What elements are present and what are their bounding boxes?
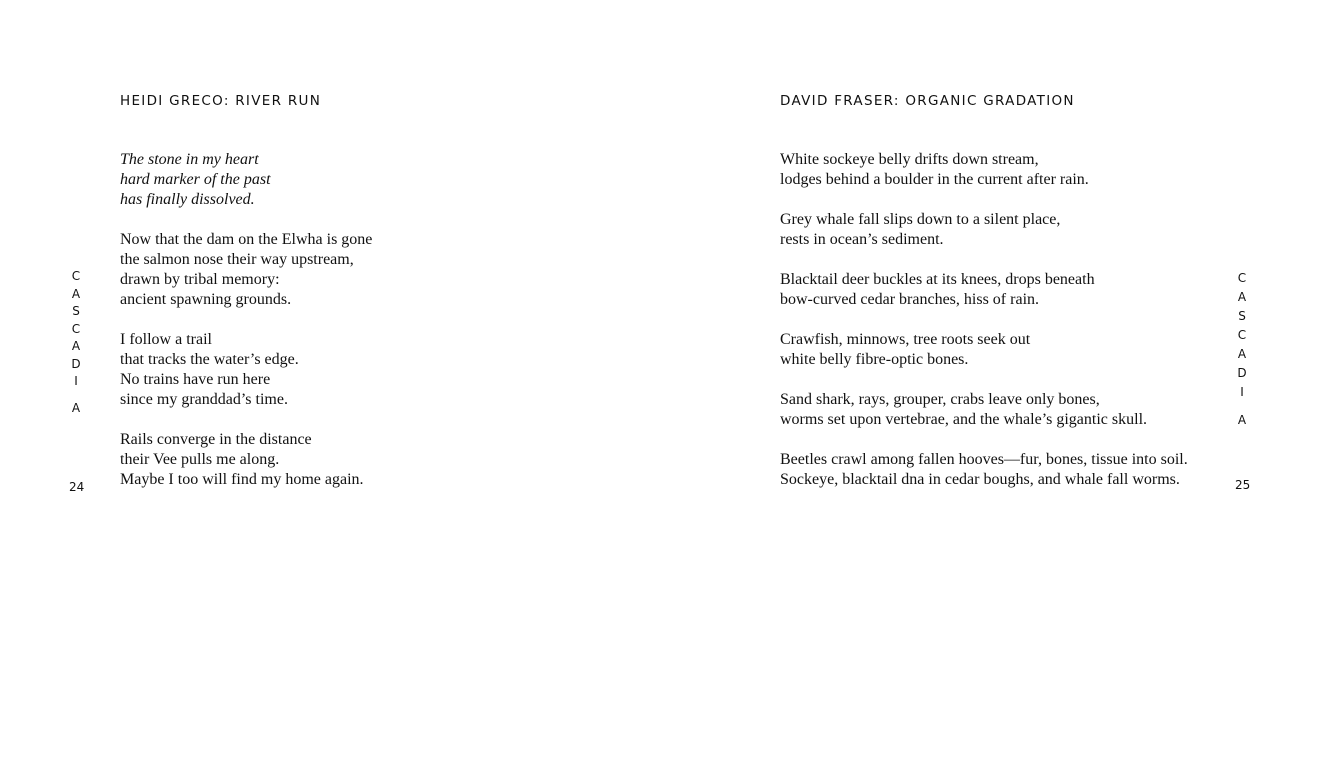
running-head-letter: C [71,269,81,283]
poem-title: DAVID FRASER: ORGANIC GRADATION [780,93,1075,109]
stanza [780,390,1188,430]
running-head-letter: D [1237,366,1247,380]
poem-line: worms set upon vertebrae, and the whale’s gigantic skull. [780,411,1148,428]
stanza [120,230,372,310]
running-head-letter: A [71,400,81,415]
stanza [780,150,1188,190]
page-number: 25 [1235,478,1251,492]
running-head-letter: A [1237,347,1247,361]
running-head-letter: D [71,356,81,371]
running-head-letter: A [1237,290,1247,304]
poem-line: hard marker of the past [120,171,271,188]
poem-line: Beetles crawl among fallen hooves—fur, bones, tissue into soil. [780,451,1188,468]
running-head-letter: S [1238,309,1246,323]
running-head-letter: C [1237,271,1247,285]
poem-line: Rails converge in the distance [120,431,312,448]
poem-line: rests in ocean’s sediment. [780,231,944,248]
poem-line: Maybe I too will find my home again. [120,471,364,488]
running-head [1232,269,1252,430]
running-head-letter: A [71,339,81,353]
poem-line: I follow a trail [120,331,212,348]
poem-title: HEIDI GRECO: RIVER RUN [120,93,322,109]
poem-line: drawn by tribal memory: [120,271,280,288]
running-head-letter: C [71,321,81,336]
poem-line: The stone in my heart [120,151,259,168]
stanza [780,270,1188,310]
running-head-letter: A [1237,413,1247,427]
stanza [780,450,1188,490]
stanza [780,330,1188,370]
poem-body [780,150,1188,490]
stanza [120,430,372,490]
poem-body [120,150,372,490]
poem-line: has finally dissolved. [120,191,255,208]
poem-line: Crawfish, minnows, tree roots seek out [780,331,1031,348]
stanza [120,330,372,410]
poem-line: that tracks the water’s edge. [120,351,299,368]
running-head-letter: I [1240,385,1244,399]
page-number: 24 [69,480,85,494]
poem-line: since my granddad’s time. [120,391,288,408]
poem-line: white belly fibre-optic bones. [780,351,969,368]
poem-line: White sockeye belly drifts down stream, [780,151,1039,168]
poem-line: Sand shark, rays, grouper, crabs leave only bones, [780,391,1100,408]
running-head-letter: A [71,286,81,301]
poem-line: Now that the dam on the Elwha is gone [120,231,373,248]
poem-line: Grey whale fall slips down to a silent place, [780,211,1061,228]
poem-line: their Vee pulls me along. [120,451,280,468]
stanza [780,210,1188,250]
running-head-letter: I [74,374,78,388]
poem-line: bow-curved cedar branches, hiss of rain. [780,291,1040,308]
right-page [660,0,1320,780]
poem-line: lodges behind a boulder in the current after rain. [780,171,1089,188]
running-head [66,268,86,417]
running-head-letter: C [1237,328,1247,342]
stanza [120,150,372,210]
poem-line: Blacktail deer buckles at its knees, drops beneath [780,271,1095,288]
poem-line: the salmon nose their way upstream, [120,251,354,268]
running-head-letter: S [72,304,80,318]
poem-line: No trains have run here [120,371,271,388]
poem-line: Sockeye, blacktail dna in cedar boughs, and whale fall worms. [780,471,1180,488]
poem-line: ancient spawning grounds. [120,291,292,308]
